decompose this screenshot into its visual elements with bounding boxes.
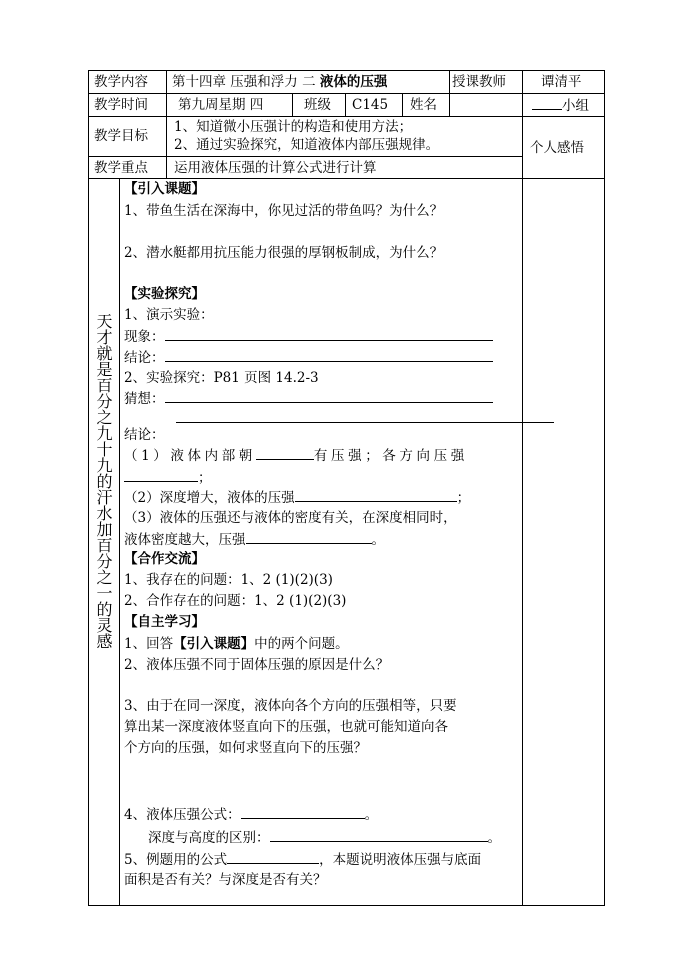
conclusion-item-1 bbox=[124, 447, 468, 464]
col-line-teacher bbox=[449, 70, 450, 117]
content-label: 教学内容 bbox=[94, 74, 148, 90]
col-line-label bbox=[166, 70, 167, 179]
border-bottom bbox=[88, 905, 605, 906]
topic-text: 液体的压强 bbox=[319, 74, 388, 90]
direction-blank bbox=[256, 447, 314, 460]
focus-text: 运用液体压强的计算公式进行计算 bbox=[174, 160, 377, 176]
guess-blank bbox=[165, 390, 493, 403]
self-study-item-5a: 5、例题用的公式 bbox=[124, 852, 228, 868]
phenomenon-blank bbox=[165, 328, 493, 341]
phenomenon-line bbox=[124, 328, 493, 345]
self-study-item-4-label: 4、液体压强公式： bbox=[124, 807, 241, 823]
conclusion-1-line bbox=[124, 349, 493, 366]
self-study-item-1a: 1、回答 bbox=[124, 636, 174, 652]
goal-1: 1、知道微小压强计的构造和使用方法； bbox=[174, 119, 413, 135]
guess-label: 猜想： bbox=[124, 391, 165, 407]
group-field bbox=[532, 97, 589, 114]
group-suffix: 小组 bbox=[562, 98, 589, 114]
cooperation-title: 【合作交流】 bbox=[124, 551, 205, 567]
self-study-item-5b: ，本题说明液体压强与底面 bbox=[319, 852, 482, 868]
col-line-class-a bbox=[292, 93, 293, 117]
conclusion-item-2-end: ； bbox=[456, 490, 471, 506]
conclusion-item-1b: 有压强；各方向压强 bbox=[313, 448, 468, 464]
experiment-step-1: 1、演示实验： bbox=[124, 307, 214, 323]
conclusion-item-2a: （2）深度增大，液体的压强 bbox=[124, 490, 295, 506]
conclusion-item-3b-line bbox=[124, 531, 385, 548]
conclusion-item-3b: 液体密度越大，压强 bbox=[124, 532, 246, 548]
col-line-right bbox=[522, 70, 523, 906]
conclusion-item-2 bbox=[124, 489, 470, 506]
reflection-label: 个人感悟 bbox=[530, 140, 584, 156]
col-line-motto bbox=[119, 178, 120, 906]
phenomenon-label: 现象： bbox=[124, 329, 165, 345]
group-blank bbox=[532, 97, 562, 110]
conclusion-item-1-cont bbox=[124, 469, 212, 486]
intro-title: 【引入课题】 bbox=[124, 181, 205, 197]
depth-blank bbox=[295, 489, 457, 502]
conclusion-1-blank bbox=[165, 349, 493, 362]
border-right bbox=[604, 70, 605, 906]
conclusion-item-1a: （1）液体内部朝 bbox=[124, 448, 256, 464]
depth-height-blank bbox=[270, 829, 488, 842]
chapter-title bbox=[172, 74, 387, 90]
self-study-item-5c: 面积是否有关？与深度是否有关？ bbox=[124, 872, 327, 888]
experiment-title: 【实验探究】 bbox=[124, 286, 205, 302]
equal-blank bbox=[124, 469, 198, 482]
guess-line-2 bbox=[124, 410, 554, 427]
self-study-item-3a: 3、由于在同一深度，液体向各个方向的压强相等，只要 bbox=[124, 698, 457, 714]
self-study-item-4b-end: 。 bbox=[487, 830, 501, 846]
goals-label: 教学目标 bbox=[94, 128, 148, 144]
time-value: 第九周星期 四 bbox=[178, 97, 264, 113]
cooperation-item-1: 1、我存在的问题：1、2 (1)(2)(3) bbox=[124, 572, 333, 588]
self-study-title: 【自主学习】 bbox=[124, 614, 205, 630]
self-study-item-5 bbox=[124, 851, 481, 868]
focus-label: 教学重点 bbox=[94, 160, 148, 176]
conclusion-2-label: 结论： bbox=[124, 427, 165, 443]
intro-question-1: 1、带鱼生活在深海中，你见过活的带鱼吗？为什么？ bbox=[124, 203, 444, 219]
cooperation-item-2: 2、合作存在的问题：1、2 (1)(2)(3) bbox=[124, 593, 347, 609]
side-motto: 天才就是百分之九十九的汗水加百分之一的灵感 bbox=[94, 313, 113, 649]
guess-line bbox=[124, 390, 493, 407]
self-study-item-3c: 个方向的压强，如何求竖直向下的压强？ bbox=[124, 740, 367, 756]
time-label: 教学时间 bbox=[94, 97, 148, 113]
col-line-class-c bbox=[402, 93, 403, 117]
intro-question-2: 2、潜水艇都用抗压能力很强的厚钢板制成，为什么？ bbox=[124, 245, 444, 261]
formula-blank bbox=[241, 806, 365, 819]
conclusion-item-3-end: 。 bbox=[371, 532, 385, 548]
chapter-text: 第十四章 压强和浮力 二 bbox=[172, 74, 316, 90]
self-study-item-4-end: 。 bbox=[364, 807, 379, 823]
class-value: C145 bbox=[352, 97, 389, 113]
row-line-3 bbox=[88, 156, 522, 157]
name-label: 姓名 bbox=[410, 97, 437, 113]
self-study-item-4 bbox=[124, 806, 378, 823]
teacher-label: 授课教师 bbox=[452, 74, 506, 90]
self-study-item-2: 2、液体压强不同于固体压强的原因是什么？ bbox=[124, 657, 390, 673]
border-left bbox=[88, 70, 89, 906]
self-study-item-1b: 【引入课题】 bbox=[173, 636, 255, 652]
conclusion-1-label: 结论： bbox=[124, 350, 165, 366]
experiment-step-2: 2、实验探究：P81 页图 14.2-3 bbox=[124, 370, 319, 386]
goal-2: 2、通过实验探究，知道液体内部压强规律。 bbox=[174, 137, 440, 153]
col-line-class-b bbox=[345, 93, 346, 117]
conclusion-item-1-end: ； bbox=[198, 470, 212, 486]
self-study-item-4b-label: 深度与高度的区别： bbox=[148, 830, 270, 846]
density-blank bbox=[246, 531, 372, 544]
example-formula-blank bbox=[227, 851, 319, 864]
conclusion-item-3a: （3）液体的压强还与液体的密度有关，在深度相同时， bbox=[124, 510, 457, 526]
self-study-item-4b bbox=[148, 829, 501, 846]
guess-blank-2 bbox=[176, 410, 554, 423]
teacher-name: 谭清平 bbox=[541, 74, 582, 90]
class-label: 班级 bbox=[304, 97, 331, 113]
self-study-item-1c: 中的两个问题。 bbox=[254, 636, 349, 652]
self-study-item-3b: 算出某一深度液体竖直向下的压强，也就可能知道向各 bbox=[124, 719, 448, 735]
self-study-item-1 bbox=[124, 636, 349, 652]
